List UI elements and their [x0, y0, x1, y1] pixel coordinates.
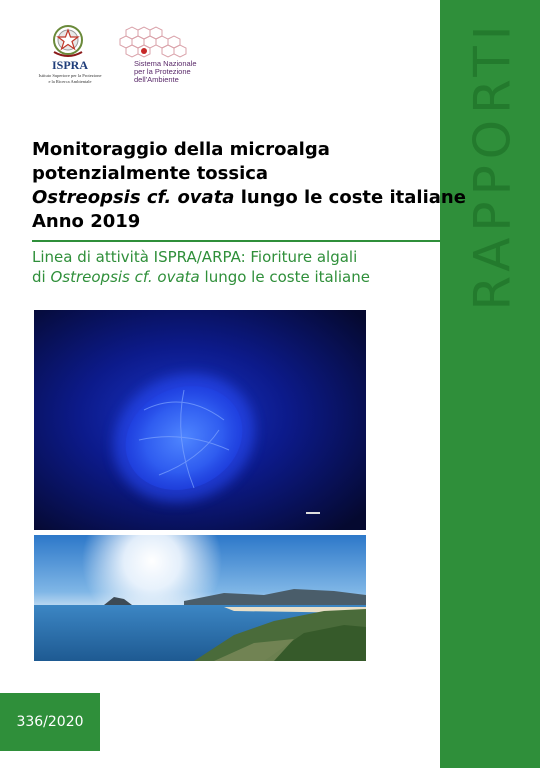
title-line3	[32, 186, 466, 210]
report-title	[32, 138, 466, 234]
ispra-subtitle-line2: e la Ricerca Ambientale	[48, 79, 92, 84]
subtitle-species: Ostreopsis cf. ovata	[50, 268, 200, 286]
title-species: Ostreopsis cf. ovata	[32, 187, 235, 208]
title-line1: Monitoraggio della microalga	[32, 139, 330, 160]
italian-republic-emblem-icon	[48, 24, 88, 58]
title-line2: potenzialmente tossica	[32, 163, 269, 184]
microscope-photo	[34, 310, 366, 530]
report-number: 336/2020	[16, 714, 84, 730]
snpa-line3: dell'Ambiente	[134, 75, 179, 84]
ispra-logo-subtitle	[30, 73, 110, 85]
subtitle-line1: Linea di attività ISPRA/ARPA: Fioriture algali	[32, 248, 358, 266]
side-label-text: RAPPORTI	[463, 19, 521, 311]
snpa-logo-text	[134, 60, 244, 84]
coastline-photo	[34, 535, 366, 661]
report-number-badge	[0, 693, 100, 751]
subtitle-line2	[32, 267, 432, 287]
ispra-subtitle-line1: Istituto Superiore per la Protezione	[38, 73, 102, 78]
subtitle-line2-rest: lungo le coste italiane	[199, 268, 370, 286]
title-divider	[32, 240, 440, 242]
snpa-line1: Sistema Nazionale	[134, 59, 197, 68]
side-label	[462, 19, 522, 311]
report-subtitle	[32, 247, 432, 287]
ispra-logo-text: ISPRA	[51, 58, 88, 72]
title-line3-rest: lungo le coste italiane	[234, 187, 466, 208]
subtitle-line2-prefix: di	[32, 268, 51, 286]
title-line4: Anno 2019	[32, 211, 141, 232]
snpa-line2: per la Protezione	[134, 67, 191, 76]
